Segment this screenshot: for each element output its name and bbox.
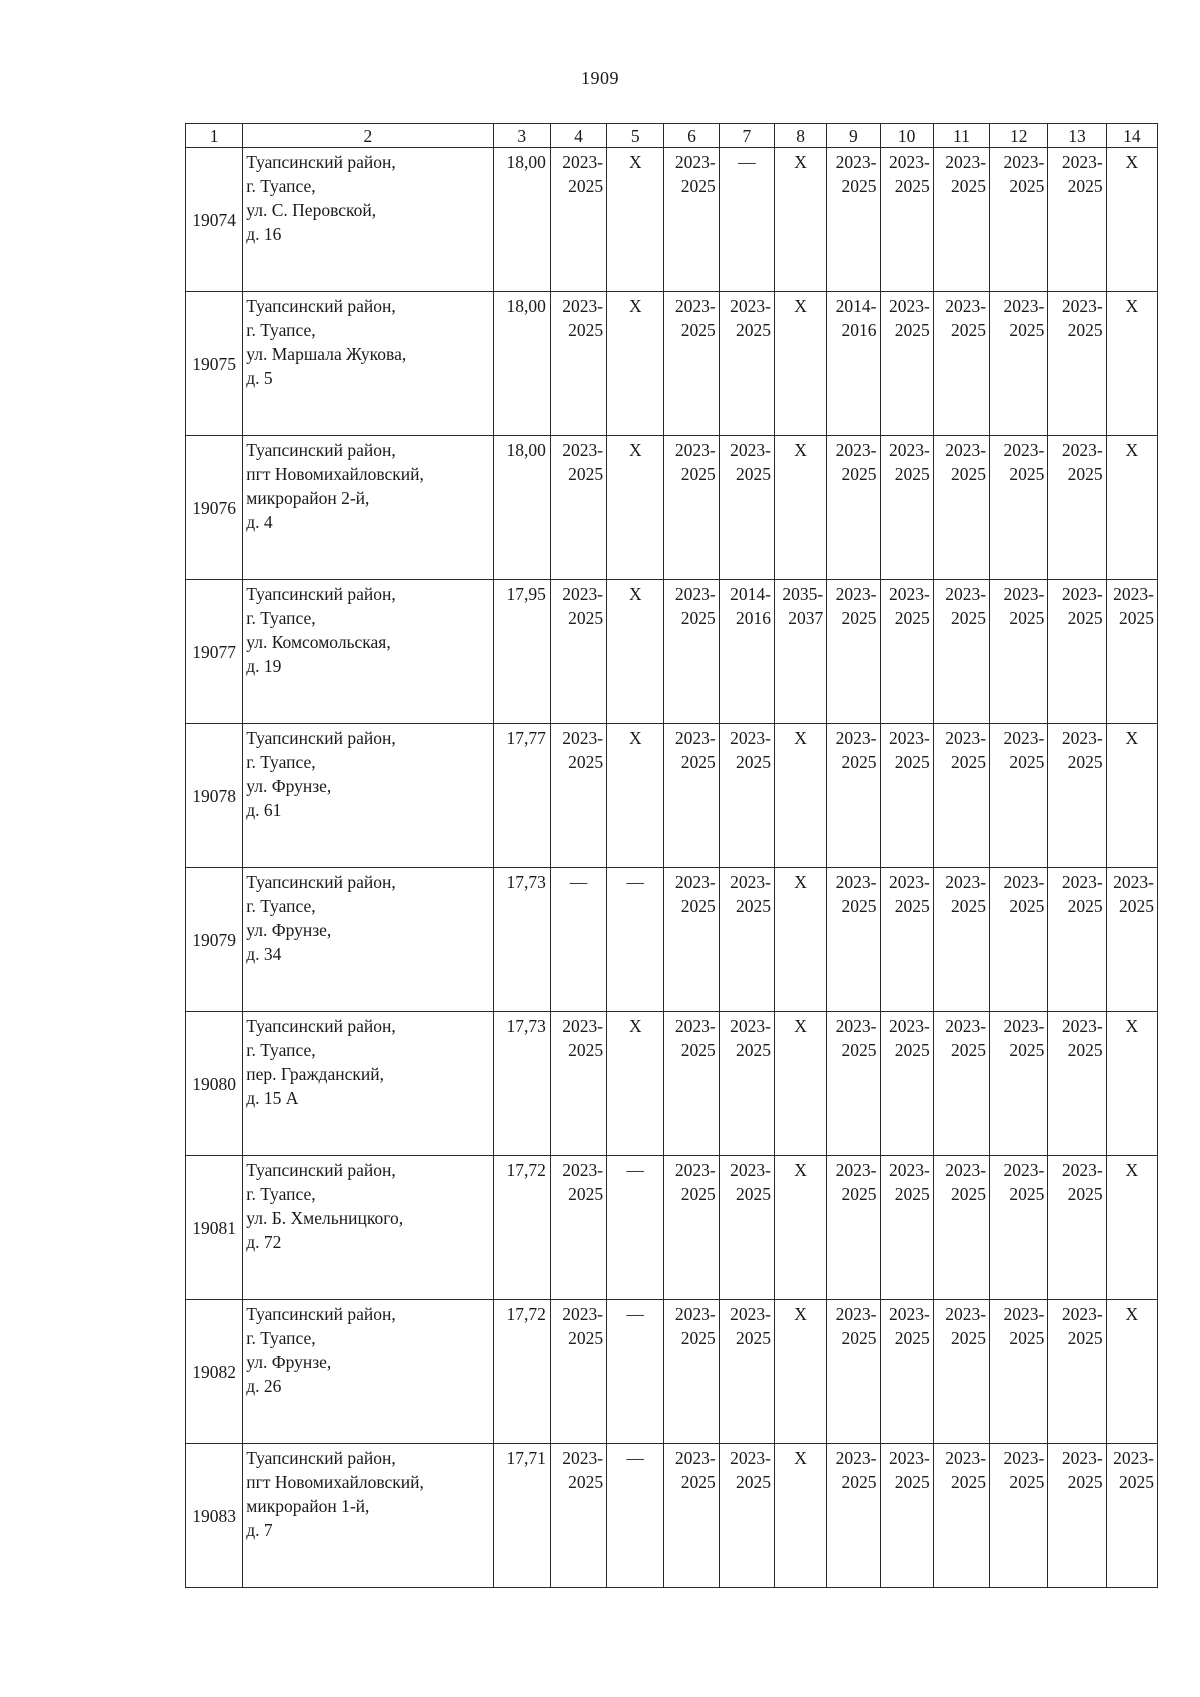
row-number: 19074 [186,148,243,292]
address-line: д. 26 [246,1376,282,1396]
period-cell-c5: — [607,1156,664,1300]
period-cell-c9: 2023- 2025 [827,148,880,292]
period-cell-c12: 2023- 2025 [990,292,1048,436]
address-line: Туапсинский район, [246,584,396,604]
period-cell-c13: 2023- 2025 [1048,1012,1106,1156]
period-cell-c13: 2023- 2025 [1048,292,1106,436]
period-cell-c6: 2023- 2025 [664,1012,719,1156]
period-cell-c5: Х [607,292,664,436]
address-line: д. 19 [246,656,282,676]
address-line: микрорайон 1-й, [246,1496,370,1516]
period-cell-c7: 2023- 2025 [719,1156,774,1300]
address-line: Туапсинский район, [246,1016,396,1036]
period-cell-c12: 2023- 2025 [990,148,1048,292]
table-row [186,292,1158,436]
column-header: 8 [774,124,826,148]
table-row [186,1156,1158,1300]
period-cell-c10: 2023- 2025 [880,436,933,580]
area-cell: 17,77 [493,724,550,868]
period-cell-c14: 2023- 2025 [1106,868,1157,1012]
period-cell-c6: 2023- 2025 [664,868,719,1012]
period-cell-c9: 2023- 2025 [827,1300,880,1444]
address-line: Туапсинский район, [246,872,396,892]
period-cell-c12: 2023- 2025 [990,1300,1048,1444]
table-row [186,1444,1158,1588]
address-cell [243,1012,493,1156]
column-header: 9 [827,124,880,148]
period-cell-c8: Х [774,1444,826,1588]
period-cell-c14: Х [1106,436,1157,580]
period-cell-c10: 2023- 2025 [880,1300,933,1444]
period-cell-c9: 2023- 2025 [827,580,880,724]
period-cell-c9: 2023- 2025 [827,1444,880,1588]
row-number: 19077 [186,580,243,724]
period-cell-c7: 2023- 2025 [719,436,774,580]
period-cell-c10: 2023- 2025 [880,148,933,292]
period-cell-c14: Х [1106,1156,1157,1300]
period-cell-c8: Х [774,1300,826,1444]
period-cell-c6: 2023- 2025 [664,580,719,724]
period-cell-c5: — [607,1444,664,1588]
row-number: 19080 [186,1012,243,1156]
address-line: д. 4 [246,512,273,532]
area-cell: 17,71 [493,1444,550,1588]
period-cell-c11: 2023- 2025 [933,1156,989,1300]
period-cell-c7: 2014- 2016 [719,580,774,724]
period-cell-c4: 2023- 2025 [550,580,606,724]
table-row [186,1012,1158,1156]
address-line: Туапсинский район, [246,440,396,460]
column-header: 12 [990,124,1048,148]
period-cell-c5: Х [607,436,664,580]
address-line: пер. Гражданский, [246,1064,384,1084]
period-cell-c5: — [607,868,664,1012]
period-cell-c4: 2023- 2025 [550,724,606,868]
period-cell-c8: Х [774,148,826,292]
address-line: микрорайон 2-й, [246,488,370,508]
period-cell-c10: 2023- 2025 [880,724,933,868]
table-body [186,148,1158,1588]
column-header: 14 [1106,124,1157,148]
period-cell-c11: 2023- 2025 [933,1012,989,1156]
row-number: 19082 [186,1300,243,1444]
address-line: г. Туапсе, [246,1328,316,1348]
period-cell-c4: 2023- 2025 [550,148,606,292]
period-cell-c8: Х [774,292,826,436]
period-cell-c5: — [607,1300,664,1444]
address-line: г. Туапсе, [246,896,316,916]
page-number: 1909 [581,68,619,88]
address-line: ул. Б. Хмельницкого, [246,1208,404,1228]
period-cell-c7: 2023- 2025 [719,1300,774,1444]
address-line: д. 5 [246,368,273,388]
row-number: 19078 [186,724,243,868]
table-row [186,148,1158,292]
area-cell: 17,72 [493,1300,550,1444]
column-header: 11 [933,124,989,148]
address-line: ул. С. Перовской, [246,200,377,220]
period-cell-c5: Х [607,724,664,868]
period-cell-c6: 2023- 2025 [664,1300,719,1444]
period-cell-c9: 2023- 2025 [827,1156,880,1300]
period-cell-c13: 2023- 2025 [1048,436,1106,580]
column-header: 7 [719,124,774,148]
period-cell-c6: 2023- 2025 [664,1156,719,1300]
table-row [186,1300,1158,1444]
table-row [186,580,1158,724]
period-cell-c12: 2023- 2025 [990,436,1048,580]
column-header: 2 [243,124,493,148]
address-line: д. 16 [246,224,282,244]
period-cell-c13: 2023- 2025 [1048,580,1106,724]
period-cell-c12: 2023- 2025 [990,580,1048,724]
address-line: д. 61 [246,800,282,820]
address-line: г. Туапсе, [246,176,316,196]
address-cell [243,868,493,1012]
table-row [186,868,1158,1012]
address-line: ул. Фрунзе, [246,1352,332,1372]
period-cell-c8: Х [774,724,826,868]
period-cell-c7: 2023- 2025 [719,292,774,436]
period-cell-c14: 2023- 2025 [1106,1444,1157,1588]
period-cell-c12: 2023- 2025 [990,1012,1048,1156]
period-cell-c8: Х [774,868,826,1012]
address-line: д. 15 А [246,1088,299,1108]
period-cell-c12: 2023- 2025 [990,724,1048,868]
address-line: Туапсинский район, [246,152,396,172]
period-cell-c4: 2023- 2025 [550,1444,606,1588]
period-cell-c14: Х [1106,148,1157,292]
period-cell-c13: 2023- 2025 [1048,1444,1106,1588]
period-cell-c7: 2023- 2025 [719,868,774,1012]
address-line: Туапсинский район, [246,1160,396,1180]
address-line: Туапсинский район, [246,1448,396,1468]
column-header: 4 [550,124,606,148]
period-cell-c11: 2023- 2025 [933,580,989,724]
period-cell-c11: 2023- 2025 [933,436,989,580]
address-line: г. Туапсе, [246,752,316,772]
period-cell-c8: Х [774,1156,826,1300]
table-row [186,724,1158,868]
period-cell-c14: Х [1106,292,1157,436]
period-cell-c4: 2023- 2025 [550,1156,606,1300]
period-cell-c5: Х [607,1012,664,1156]
area-cell: 18,00 [493,148,550,292]
address-line: Туапсинский район, [246,296,396,316]
period-cell-c10: 2023- 2025 [880,580,933,724]
period-cell-c13: 2023- 2025 [1048,724,1106,868]
period-cell-c6: 2023- 2025 [664,292,719,436]
period-cell-c9: 2023- 2025 [827,868,880,1012]
area-cell: 18,00 [493,292,550,436]
period-cell-c11: 2023- 2025 [933,1300,989,1444]
row-number: 19075 [186,292,243,436]
period-cell-c11: 2023- 2025 [933,724,989,868]
column-header: 6 [664,124,719,148]
area-cell: 17,72 [493,1156,550,1300]
column-header: 10 [880,124,933,148]
period-cell-c7: — [719,148,774,292]
period-cell-c4: 2023- 2025 [550,1012,606,1156]
address-line: г. Туапсе, [246,320,316,340]
address-line: г. Туапсе, [246,1040,316,1060]
period-cell-c12: 2023- 2025 [990,1444,1048,1588]
address-line: Туапсинский район, [246,728,396,748]
period-cell-c5: Х [607,148,664,292]
period-cell-c12: 2023- 2025 [990,1156,1048,1300]
address-line: д. 7 [246,1520,273,1540]
period-cell-c10: 2023- 2025 [880,1012,933,1156]
period-cell-c14: Х [1106,724,1157,868]
period-cell-c5: Х [607,580,664,724]
period-cell-c8: Х [774,436,826,580]
period-cell-c13: 2023- 2025 [1048,1300,1106,1444]
period-cell-c8: 2035- 2037 [774,580,826,724]
period-cell-c11: 2023- 2025 [933,148,989,292]
area-cell: 18,00 [493,436,550,580]
address-line: ул. Фрунзе, [246,776,332,796]
period-cell-c4: 2023- 2025 [550,1300,606,1444]
table-row [186,436,1158,580]
register-table [185,123,1158,1588]
period-cell-c10: 2023- 2025 [880,1156,933,1300]
address-cell [243,580,493,724]
address-line: ул. Комсомольская, [246,632,391,652]
address-cell [243,724,493,868]
period-cell-c6: 2023- 2025 [664,436,719,580]
period-cell-c14: Х [1106,1012,1157,1156]
address-line: ул. Фрунзе, [246,920,332,940]
column-header: 3 [493,124,550,148]
period-cell-c14: Х [1106,1300,1157,1444]
period-cell-c6: 2023- 2025 [664,1444,719,1588]
address-line: д. 72 [246,1232,282,1252]
period-cell-c4: 2023- 2025 [550,436,606,580]
address-cell [243,148,493,292]
period-cell-c7: 2023- 2025 [719,1444,774,1588]
address-cell [243,1156,493,1300]
period-cell-c6: 2023- 2025 [664,148,719,292]
column-header: 1 [186,124,243,148]
period-cell-c7: 2023- 2025 [719,724,774,868]
address-line: Туапсинский район, [246,1304,396,1324]
period-cell-c11: 2023- 2025 [933,868,989,1012]
address-line: пгт Новомихайловский, [246,464,424,484]
period-cell-c11: 2023- 2025 [933,1444,989,1588]
address-line: г. Туапсе, [246,1184,316,1204]
period-cell-c8: Х [774,1012,826,1156]
area-cell: 17,73 [493,868,550,1012]
period-cell-c7: 2023- 2025 [719,1012,774,1156]
period-cell-c9: 2023- 2025 [827,724,880,868]
period-cell-c9: 2023- 2025 [827,1012,880,1156]
column-header: 5 [607,124,664,148]
address-cell [243,1300,493,1444]
period-cell-c14: 2023- 2025 [1106,580,1157,724]
row-number: 19076 [186,436,243,580]
period-cell-c13: 2023- 2025 [1048,148,1106,292]
period-cell-c11: 2023- 2025 [933,292,989,436]
row-number: 19083 [186,1444,243,1588]
address-cell [243,436,493,580]
period-cell-c9: 2023- 2025 [827,436,880,580]
period-cell-c13: 2023- 2025 [1048,868,1106,1012]
address-line: пгт Новомихайловский, [246,1472,424,1492]
period-cell-c10: 2023- 2025 [880,868,933,1012]
column-header: 13 [1048,124,1106,148]
period-cell-c6: 2023- 2025 [664,724,719,868]
address-line: д. 34 [246,944,282,964]
area-cell: 17,73 [493,1012,550,1156]
header-row [186,124,1158,148]
period-cell-c9: 2014- 2016 [827,292,880,436]
period-cell-c4: 2023- 2025 [550,292,606,436]
row-number: 19079 [186,868,243,1012]
area-cell: 17,95 [493,580,550,724]
address-cell [243,1444,493,1588]
period-cell-c10: 2023- 2025 [880,1444,933,1588]
period-cell-c4: — [550,868,606,1012]
row-number: 19081 [186,1156,243,1300]
address-line: г. Туапсе, [246,608,316,628]
period-cell-c12: 2023- 2025 [990,868,1048,1012]
address-cell [243,292,493,436]
address-line: ул. Маршала Жукова, [246,344,407,364]
period-cell-c13: 2023- 2025 [1048,1156,1106,1300]
period-cell-c10: 2023- 2025 [880,292,933,436]
